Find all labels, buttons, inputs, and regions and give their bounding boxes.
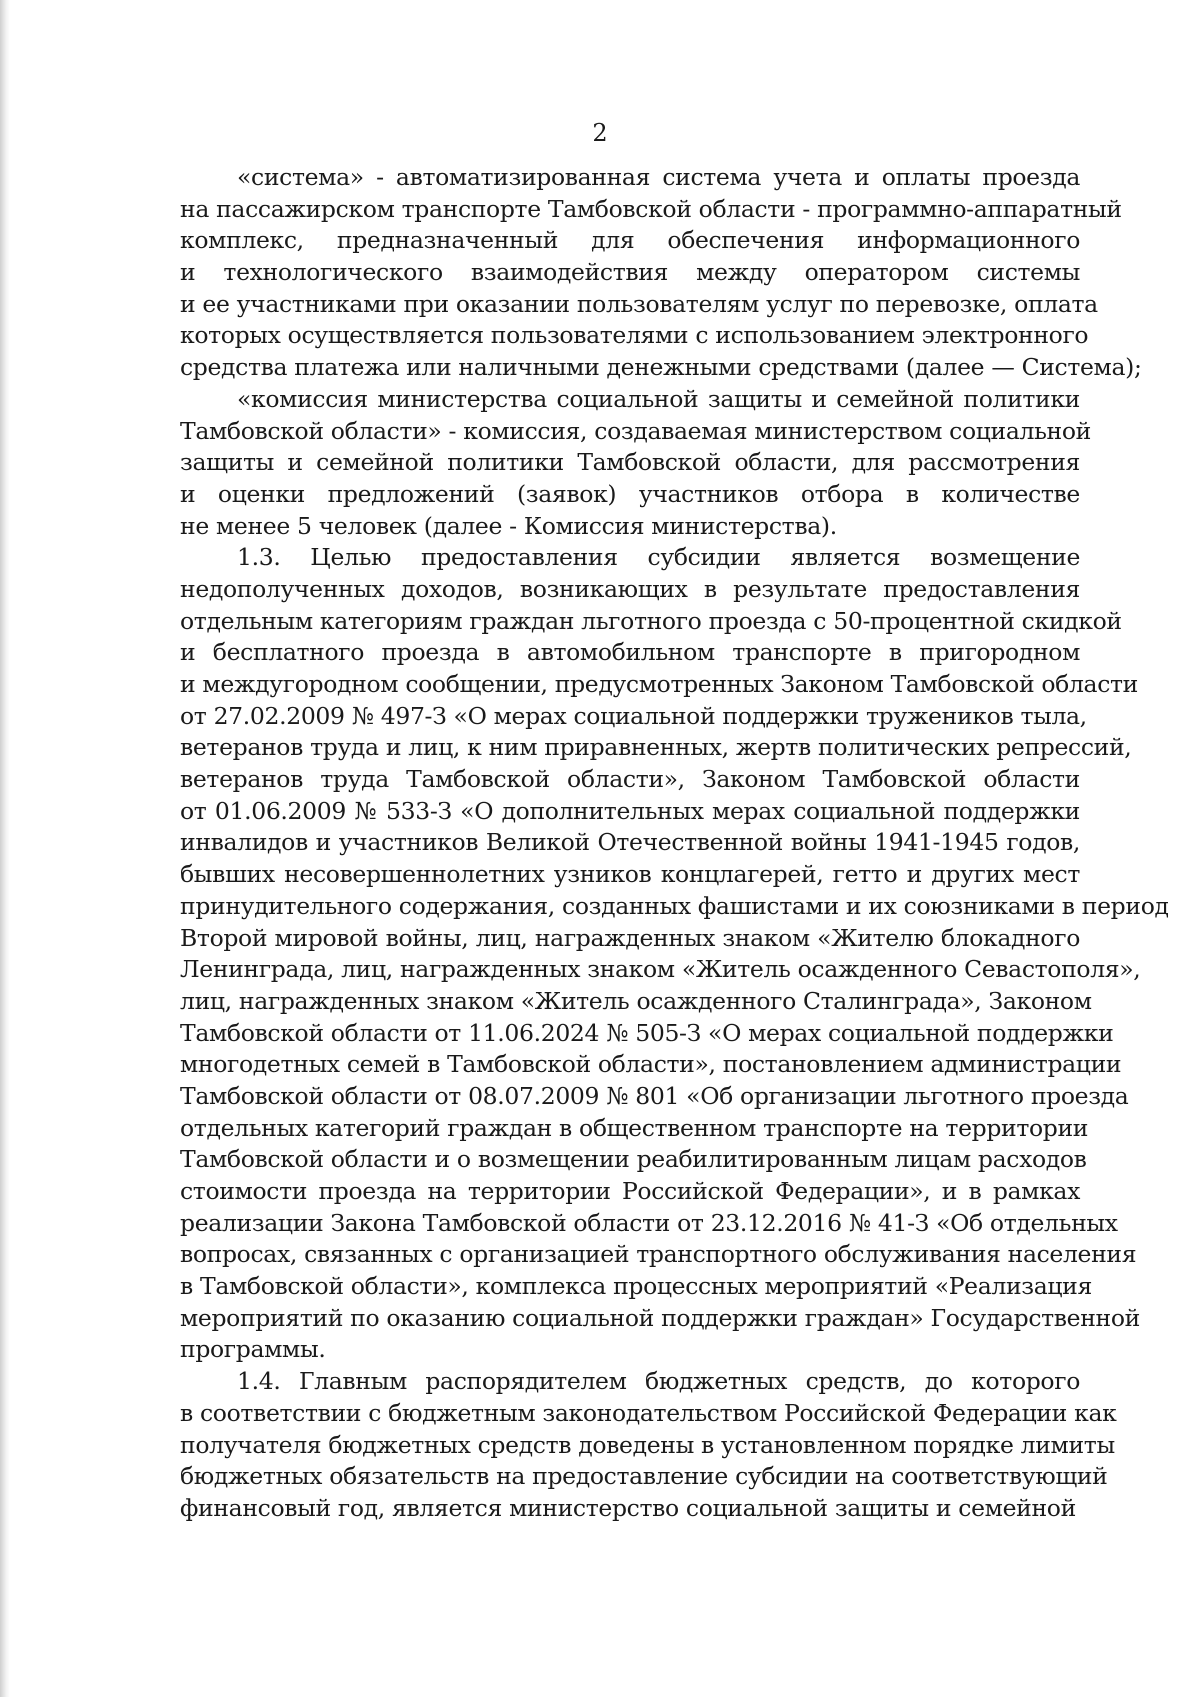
text-line: 1.3. Целью предоставления субсидии является возмещение xyxy=(237,543,1080,572)
text-line: на пассажирском транспорте Тамбовской области - программно-аппаратный xyxy=(180,194,1122,223)
paragraph xyxy=(180,162,1142,384)
text-line: и технологического взаимодействия между оператором системы xyxy=(180,258,1080,287)
text-line: ветеранов труда Тамбовской области», Законом Тамбовской области xyxy=(180,765,1080,794)
text-line: бывших несовершеннолетних узников концлагерей, гетто и других мест xyxy=(180,860,1080,889)
text-line: Ленинграда, лиц, награжденных знаком «Житель осажденного Севастополя», xyxy=(180,955,1141,984)
paragraph xyxy=(180,384,1091,542)
text-line: комплекс, предназначенный для обеспечения информационного xyxy=(180,226,1080,255)
text-line: «комиссия министерства социальной защиты и семейной политики xyxy=(237,384,1080,413)
paragraph xyxy=(180,542,1169,1366)
text-line: Тамбовской области от 11.06.2024 № 505-З «О мерах социальной поддержки xyxy=(180,1018,1114,1047)
text-line: от 01.06.2009 № 533-З «О дополнительных мерах социальной поддержки xyxy=(180,796,1080,825)
text-line: Тамбовской области от 08.07.2009 № 801 «Об организации льготного проезда xyxy=(180,1081,1129,1110)
text-line: средства платежа или наличными денежными средствами (далее — Система); xyxy=(180,353,1142,382)
scan-edge-shadow xyxy=(0,0,10,1697)
text-line: получателя бюджетных средств доведены в установленном порядке лимиты xyxy=(180,1430,1115,1459)
text-line: от 27.02.2009 № 497-З «О мерах социальной поддержки тружеников тыла, xyxy=(180,701,1087,730)
text-line: программы. xyxy=(180,1335,326,1364)
text-line: Тамбовской области и о возмещении реабилитированным лицам расходов xyxy=(180,1145,1087,1174)
document-body xyxy=(180,162,1169,1525)
text-line: не менее 5 человек (далее - Комиссия министерства). xyxy=(180,511,837,540)
text-line: в Тамбовской области», комплекса процессных мероприятий «Реализация xyxy=(180,1272,1092,1301)
text-line: бюджетных обязательств на предоставление субсидии на соответствующий xyxy=(180,1462,1108,1491)
text-line: в соответствии с бюджетным законодательством Российской Федерации как xyxy=(180,1398,1117,1427)
text-line: которых осуществляется пользователями с использованием электронного xyxy=(180,321,1089,350)
text-line: реализации Закона Тамбовской области от 23.12.2016 № 41-З «Об отдельных xyxy=(180,1208,1118,1237)
text-line: отдельным категориям граждан льготного проезда с 50-процентной скидкой xyxy=(180,606,1122,635)
text-line: вопросах, связанных с организацией транспортного обслуживания населения xyxy=(180,1240,1137,1269)
text-line: 1.4. Главным распорядителем бюджетных средств, до которого xyxy=(237,1367,1080,1396)
paragraph xyxy=(180,1366,1117,1524)
text-line: стоимости проезда на территории Российской Федерации», и в рамках xyxy=(180,1177,1080,1205)
text-line: Тамбовской области» - комиссия, создаваемая министерством социальной xyxy=(180,416,1091,445)
text-line: недополученных доходов, возникающих в результате предоставления xyxy=(180,574,1080,603)
text-line: финансовый год, является министерство социальной защиты и семейной xyxy=(180,1493,1076,1522)
text-line: и оценки предложений (заявок) участников отбора в количестве xyxy=(180,479,1080,508)
text-line: принудительного содержания, созданных фашистами и их союзниками в период xyxy=(180,891,1169,920)
text-line: инвалидов и участников Великой Отечественной войны 1941-1945 годов, xyxy=(180,828,1080,857)
text-line: и ее участниками при оказании пользователям услуг по перевозке, оплата xyxy=(180,289,1098,318)
text-line: «система» - автоматизированная система учета и оплаты проезда xyxy=(237,163,1080,191)
text-line: защиты и семейной политики Тамбовской области, для рассмотрения xyxy=(180,448,1080,477)
text-line: лиц, награжденных знаком «Житель осажденного Сталинграда», Законом xyxy=(180,986,1092,1015)
text-line: отдельных категорий граждан в общественном транспорте на территории xyxy=(180,1113,1089,1142)
text-line: ветеранов труда и лиц, к ним приравненных, жертв политических репрессий, xyxy=(180,733,1132,762)
text-line: Второй мировой войны, лиц, награжденных знаком «Жителю блокадного xyxy=(180,923,1080,952)
page-number: 2 xyxy=(592,119,608,147)
text-line: и бесплатного проезда в автомобильном транспорте в пригородном xyxy=(180,638,1080,667)
text-line: и междугородном сообщении, предусмотренных Законом Тамбовской области xyxy=(180,670,1138,698)
text-line: мероприятий по оказанию социальной поддержки граждан» Государственной xyxy=(180,1303,1140,1332)
text-line: многодетных семей в Тамбовской области», постановлением администрации xyxy=(180,1050,1122,1079)
